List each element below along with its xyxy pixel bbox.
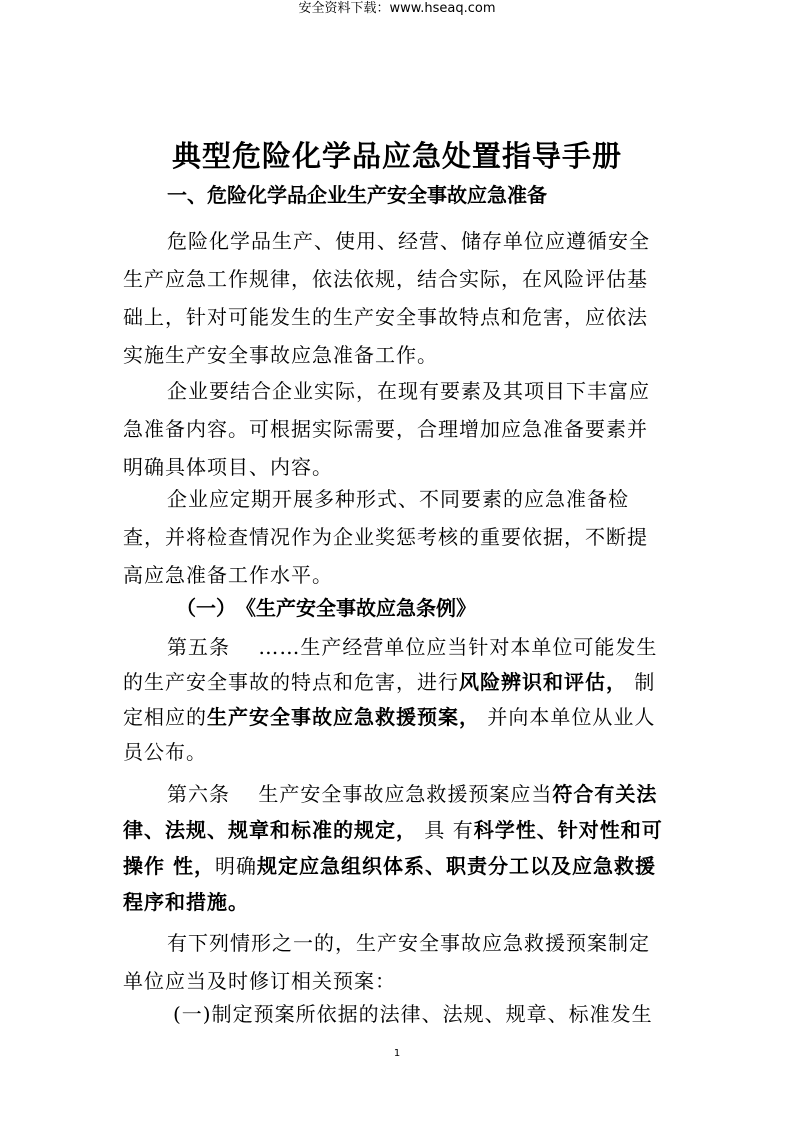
section-heading: 一、危险化学品企业生产安全事故应急准备: [167, 183, 547, 207]
article-5-bold-2: 生产安全事故应急救援预案，: [207, 705, 480, 729]
paragraph-1: 危险化学品生产、使用、经营、储存单位应遵循安全生产应急工作规律，依法依规，结合实际，在风险评估基础上，针对可能发生的生产安全事故特点和危害，应依法实施生产安全事故应急准备工作。: [123, 229, 650, 367]
document-title: 典型危险化学品应急处置指导手册: [171, 139, 622, 173]
article-6-bold-1: 符合有关法律、法规、规章和标准的规定，: [123, 782, 658, 842]
page-number: 1: [393, 1048, 401, 1059]
list-item-1: (一)制定预案所依据的法律、法规、规章、标准发生: [173, 1002, 653, 1026]
article-5: [123, 630, 668, 770]
article-5-text-1: 第五条 ……生产经营单位应当针对本单位可能发生的生产安全事故的特点和危害，进行: [123, 635, 658, 694]
site-header: [0, 0, 794, 18]
paragraph-2: 企业要结合企业实际，在现有要素及其项目下丰富应急准备内容。可根据实际需要，合理增加应急准备要素并明确具体项目、内容。: [123, 379, 650, 479]
article-6: [123, 776, 668, 920]
paragraph-3: 企业应定期开展多种形式、不同要素的应急准备检查，并将检查情况作为企业奖惩考核的重要依据，不断提高应急准备工作水平。: [123, 487, 648, 587]
article-6-text-3: 明确: [214, 854, 257, 878]
article-6-text-2: 具 有: [417, 818, 474, 842]
article-6-text-1: 第六条 生产安全事故应急救援预案应当: [167, 782, 553, 806]
article-6-bold-2: 科学性、针对性和可操作 性，: [123, 818, 663, 878]
sub-heading-regulation: （一） 《生产安全事故应急条例》: [176, 596, 476, 620]
header-label: 安全资料下载：: [298, 1, 390, 16]
paragraph-7: 有下列情形之一的，生产安全事故应急救援预案制定单位应当及时修订相关预案：: [123, 931, 650, 993]
header-link[interactable]: www.hseaq.com: [389, 1, 496, 16]
article-5-text-3: 并向本单位从业人员公布。: [123, 705, 656, 764]
article-5-bold-1: 风险辨识和评估，: [459, 670, 627, 694]
article-5-text-2: 制定相应的: [123, 670, 656, 729]
article-6-bold-3: 规定应急组织体系、职责分工以及应急救援程序和措施。: [123, 854, 656, 914]
